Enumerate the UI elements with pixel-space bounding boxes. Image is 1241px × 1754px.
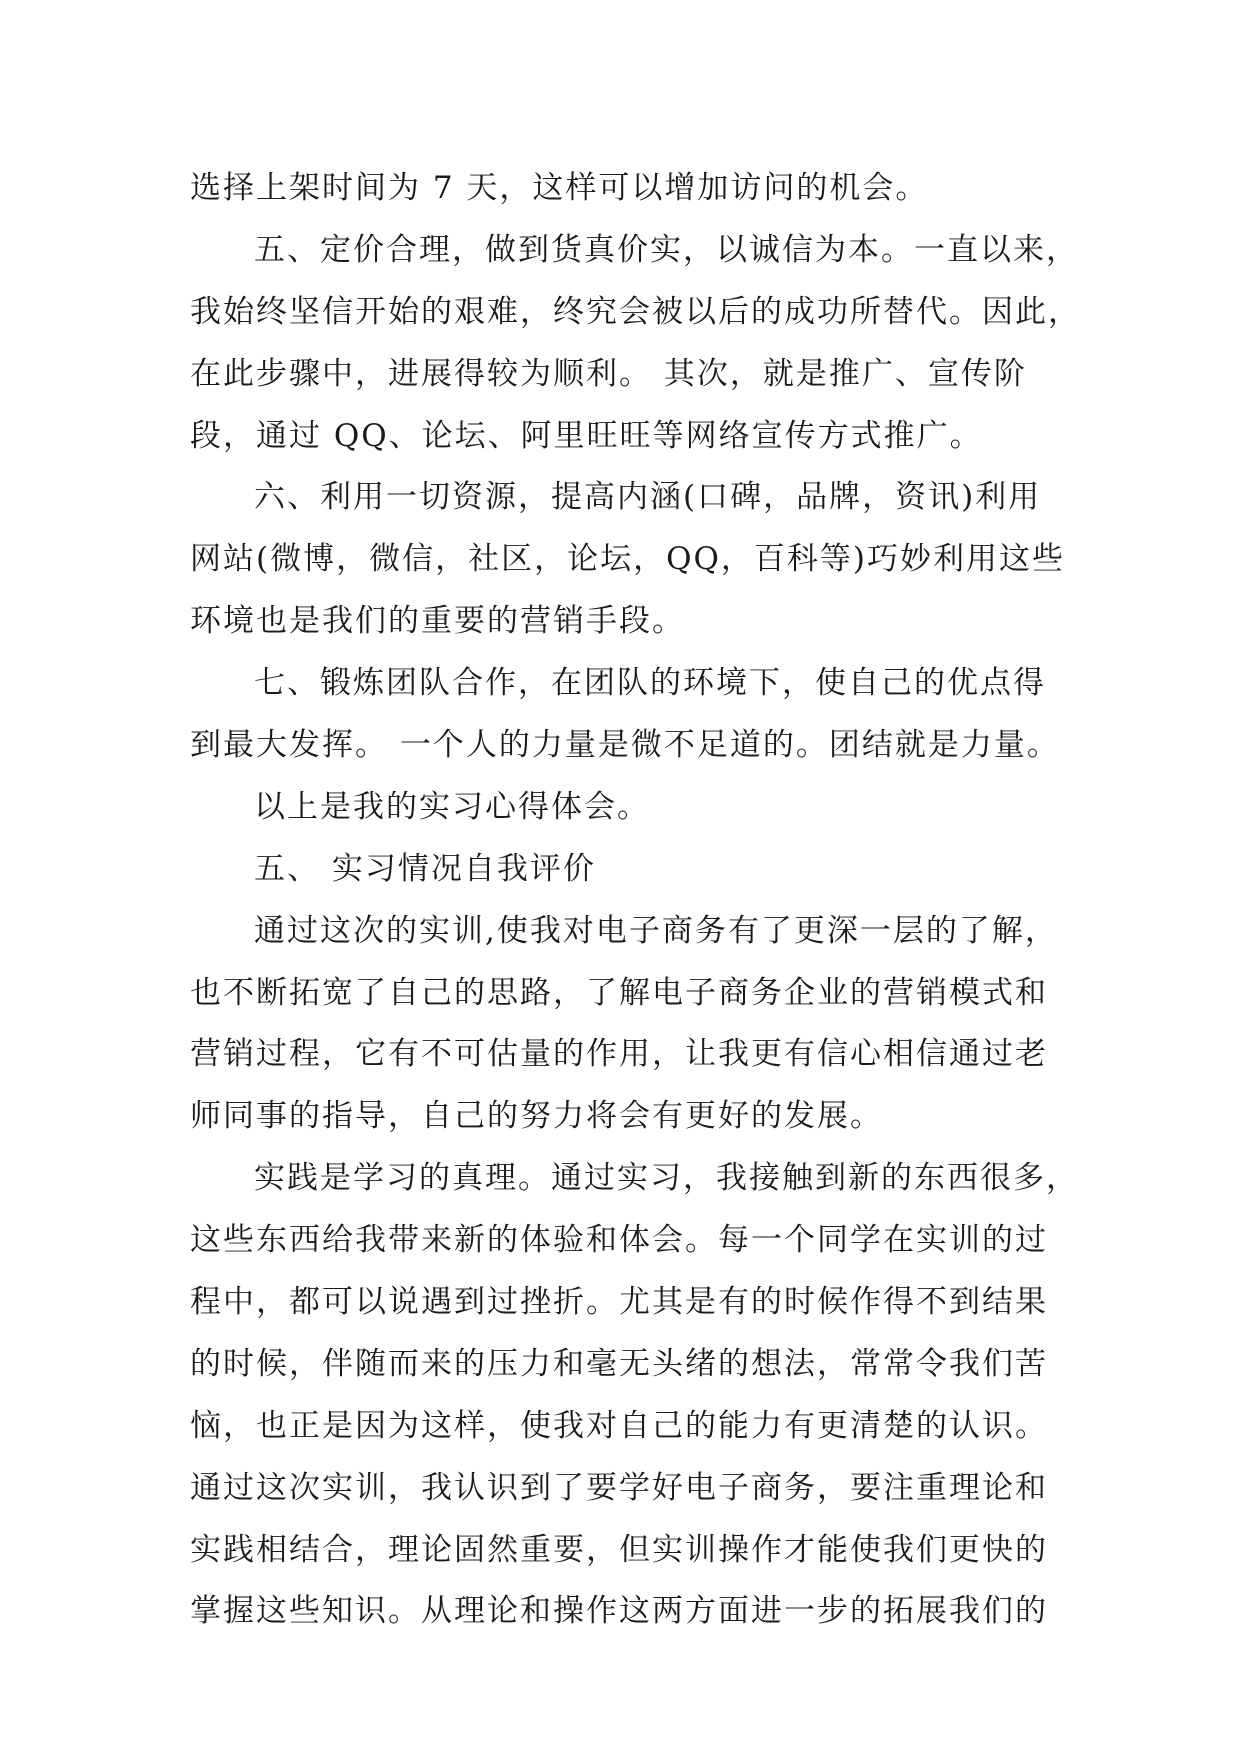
paragraph-line-seven: 七、锻炼团队合作，在团队的环境下，使自己的优点得: [254, 665, 1046, 702]
text-line: 选择上架时间为 7 天，这样可以增加访问的机会。: [190, 170, 929, 206]
paragraph-line-five: 五、定价合理，做到货真价实，以诚信为本。一直以来，: [254, 231, 1079, 268]
paragraph-line-evaluation: 通过这次的实训,使我对电子商务有了更深一层的了解，: [254, 912, 1058, 949]
summary-line: 以上是我的实习心得体会。: [254, 788, 650, 825]
paragraph-line-six: 六、利用一切资源，提高内涵(口碑，品牌，资讯)利用: [254, 479, 1042, 516]
text-line: 实践相结合，理论固然重要，但实训操作才能使我们更快的: [190, 1531, 1048, 1568]
text-line: 这些东西给我带来新的体验和体会。每一个同学在实训的过: [190, 1222, 1048, 1259]
text-line: 环境也是我们的重要的营销手段。: [190, 603, 685, 640]
text-line: 程中，都可以说遇到过挫折。尤其是有的时候作得不到结果: [190, 1284, 1048, 1321]
text-line: 的时候，伴随而来的压力和毫无头绪的想法，常常令我们苦: [190, 1345, 1048, 1382]
document-body: [190, 158, 1081, 1643]
text-line: 在此步骤中，进展得较为顺利。 其次，就是推广、宣传阶: [190, 355, 1027, 392]
text-line: 到最大发挥。 一个人的力量是微不足道的。团结就是力量。: [190, 727, 1060, 764]
text-line: 掌握这些知识。从理论和操作这两方面进一步的拓展我们的: [190, 1593, 1048, 1630]
text-line: 网站(微博，微信，社区，论坛，QQ，百科等)巧妙利用这些: [190, 541, 1066, 578]
text-line: 营销过程，它有不可估量的作用，让我更有信心相信通过老: [190, 1036, 1048, 1073]
text-line: 也不断拓宽了自己的思路，了解电子商务企业的营销模式和: [190, 974, 1048, 1011]
text-line: 师同事的指导，自己的努力将会有更好的发展。: [190, 1098, 883, 1135]
paragraph-line-practice: 实践是学习的真理。通过实习，我接触到新的东西很多，: [254, 1160, 1079, 1197]
text-line: 恼，也正是因为这样，使我对自己的能力有更清楚的认识。: [190, 1407, 1048, 1444]
section-heading: 五、 实习情况自我评价: [254, 850, 596, 887]
text-line: 段，通过 QQ、论坛、阿里旺旺等网络宣传方式推广。: [190, 417, 983, 454]
text-line: 我始终坚信开始的艰难，终究会被以后的成功所替代。因此，: [190, 293, 1081, 330]
text-line: 通过这次实训，我认识到了要学好电子商务，要注重理论和: [190, 1469, 1048, 1506]
